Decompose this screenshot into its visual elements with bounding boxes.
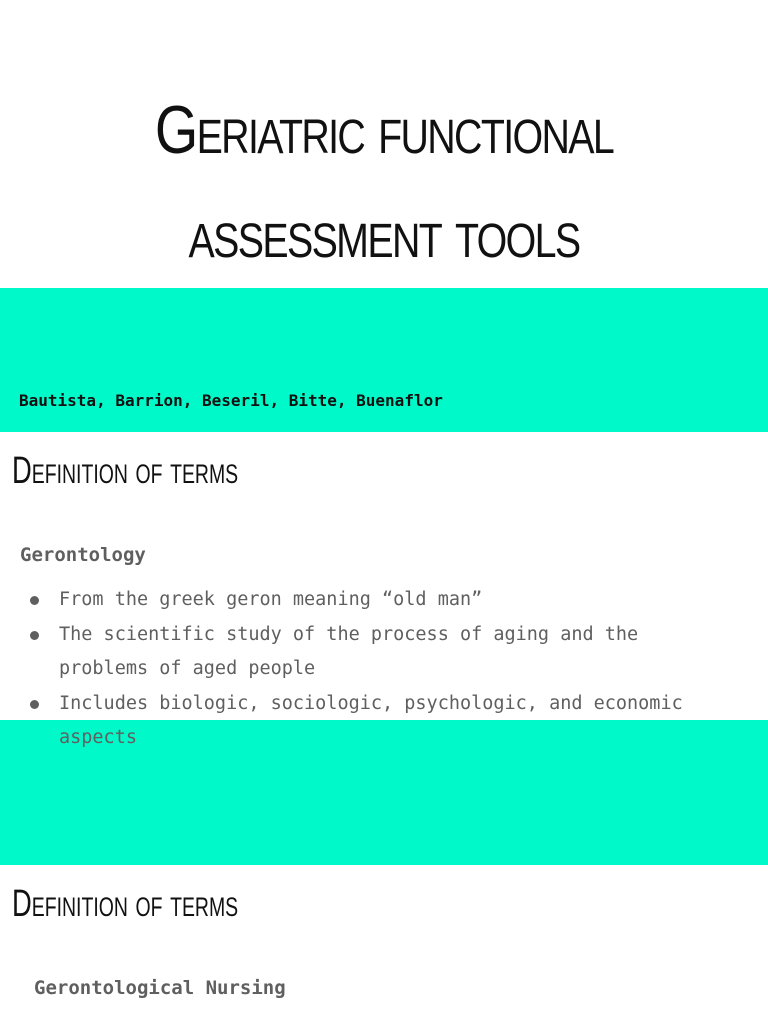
accent-band-top [0,288,768,432]
section-heading: Definition of terms [12,450,239,492]
author-list: Bautista, Barrion, Beseril, Bitte, Buenaflor [19,391,443,410]
list-item [28,687,728,756]
list-item [28,583,728,618]
definition-bullets [28,583,728,756]
list-item [28,618,728,687]
term-label-gerontology: Gerontology [20,544,146,566]
bullet-text: The scientific study of the process of aging and the problems of aged people [59,623,639,679]
truncated-text-line [36,1018,696,1024]
presentation-title: Geriatric functional assessment tools [154,92,614,272]
bullet-text: From the greek geron meaning “old man” [59,589,483,610]
bullet-dot-icon [30,700,39,709]
bullet-text: Includes biologic, sociologic, psychologic, and economic aspects [59,692,683,748]
term-label-gerontological-nursing: Gerontological Nursing [34,977,286,999]
bullet-dot-icon [30,596,39,605]
section-heading: Definition of terms [12,883,239,925]
bullet-dot-icon [30,631,39,640]
title-slide [0,0,768,288]
